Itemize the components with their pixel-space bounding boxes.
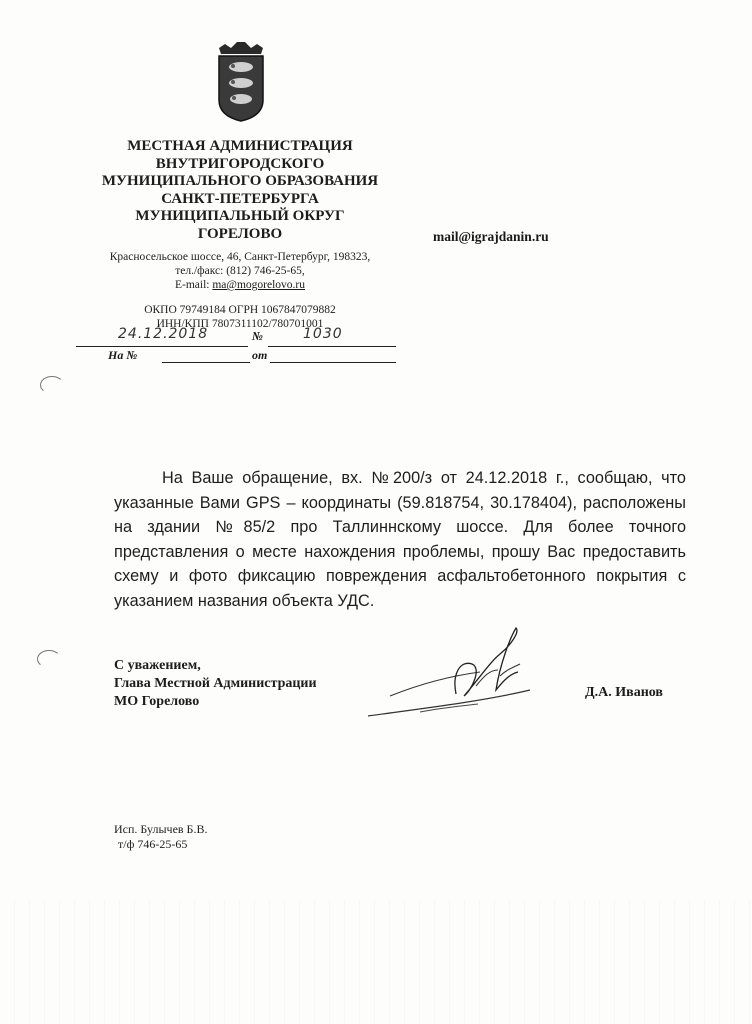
signatory-title: Глава Местной Администрации [114,676,317,691]
org-name-line: МЕСТНАЯ АДМИНИСТРАЦИЯ [127,138,353,154]
org-address: Красносельское шоссе, 46, Санкт-Петербург, 198323, [109,251,371,263]
org-name-line: ВНУТРИГОРОДСКОГО [155,155,325,172]
org-inn: ИНН/КПП 7807311102/780701001 [156,318,324,330]
org-email-link[interactable]: ma@mogorelovo.ru [212,279,306,291]
date-line [76,346,248,347]
ref-number-line [162,362,250,363]
scan-texture [0,900,752,1024]
registration-number: 1030 [303,326,343,342]
recipient-email: mail@igrajdanin.ru [433,229,549,244]
punch-hole-mark [40,376,64,394]
org-email-label: E-mail: [174,279,213,291]
org-name-line: САНКТ-ПЕТЕРБУРГА [161,190,319,207]
executor-name: Исп. Булычев Б.В. [114,822,208,836]
org-okpo: ОКПО 79749184 ОГРН 1067847079882 [144,304,336,316]
org-header [60,138,420,243]
signatory-org: МО Горелово [114,694,200,709]
registration-date: 24.12.2018 [118,326,209,342]
ref-date-line [270,362,396,363]
punch-hole-mark [37,650,61,668]
signature-block [114,657,317,711]
closing: С уважением, [114,658,201,673]
letter-body: На Ваше обращение, вх. №200/з от 24.12.2018 г., сообщаю, что указанные Вами GPS – координаты (59.818754, 30.178404), расположены на здании №85/2 про Таллиннскому шоссе. Для более точного представления о месте нахождения проблемы, прошу Вас предоставить схему и фото фиксацию повреждения асфальтобетонного покрытия с указанием названия объекта УДС. [114,469,686,610]
org-email-line [60,278,420,292]
number-label: № [252,329,263,343]
org-name-line: МУНИЦИПАЛЬНОГО ОБРАЗОВАНИЯ [101,173,379,189]
org-name-line: ГОРЕЛОВО [197,225,283,242]
executor-phone: т/ф 746-25-65 [118,837,188,851]
org-name-line: МУНИЦИПАЛЬНЫЙ ОКРУГ [135,208,345,224]
handwritten-signature [360,624,550,724]
from-label: от [252,348,268,362]
executor-block [114,822,207,852]
org-contacts [60,250,420,292]
org-phone: тел./факс: (812) 746-25-65, [175,265,305,277]
org-requisites [60,303,420,331]
ref-label: На № [108,348,138,362]
signatory-name: Д.А. Иванов [585,685,663,700]
number-line [268,346,396,347]
coat-of-arms-emblem [215,42,267,122]
